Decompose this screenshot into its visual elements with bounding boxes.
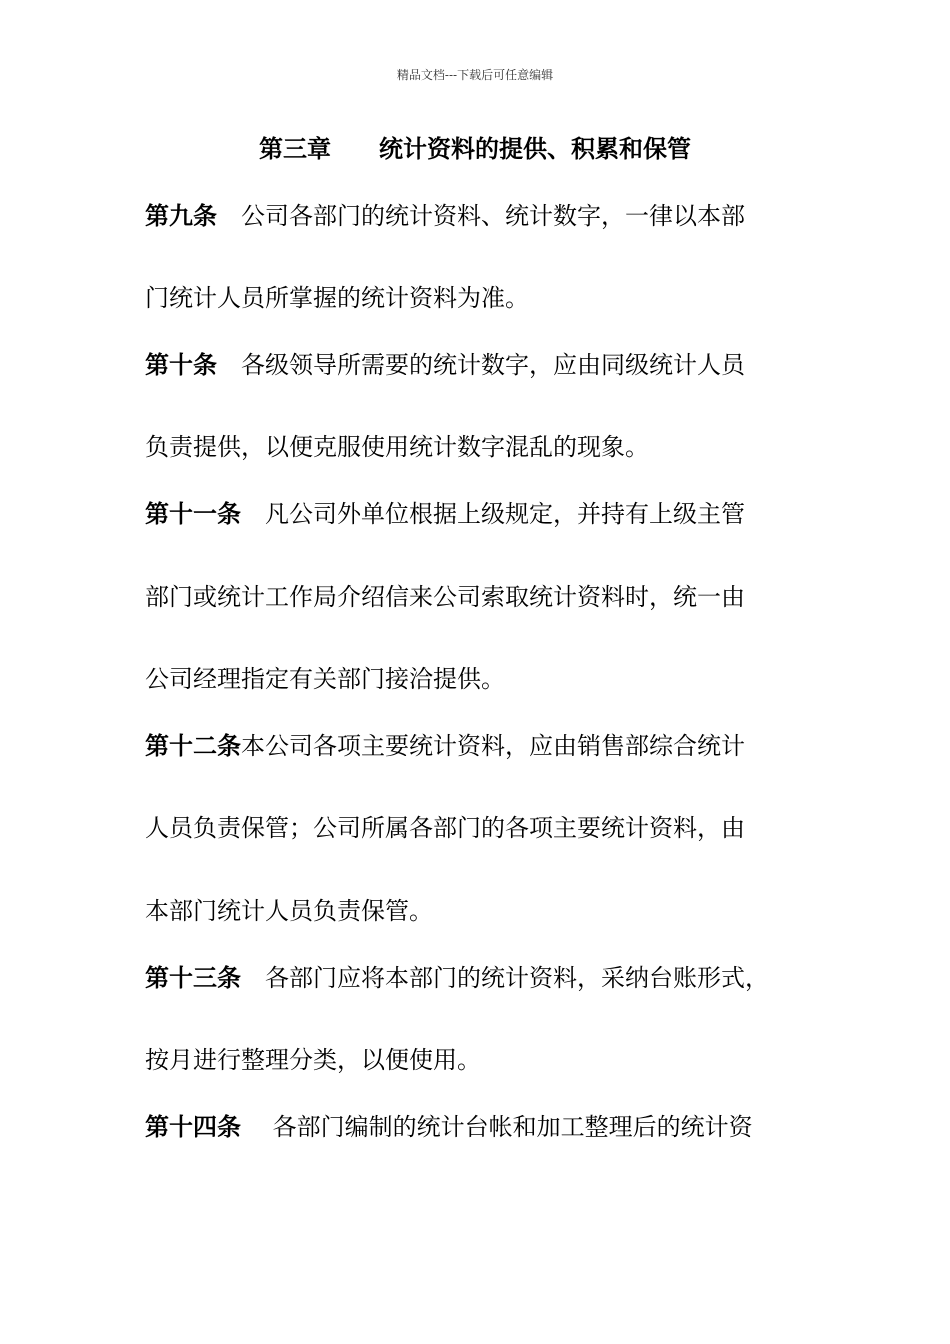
article-text: 门统计人员所掌握的统计资料为准。 <box>145 284 529 312</box>
article-13-line-1 <box>145 961 769 995</box>
article-10-line-2 <box>145 430 649 464</box>
article-label: 第九条 <box>145 202 217 230</box>
chapter-title: 第三章 统计资料的提供、积累和保管 <box>259 135 691 163</box>
article-text: 公司各部门的统计资料、统计数字，一律以本部 <box>217 202 745 230</box>
article-text: 各级领导所需要的统计数字，应由同级统计人员 <box>217 351 745 379</box>
article-text: 人员负责保管；公司所属各部门的各项主要统计资料，由 <box>145 814 745 842</box>
article-11-line-2 <box>145 580 745 614</box>
article-text: 部门或统计工作局介绍信来公司索取统计资料时，统一由 <box>145 583 745 611</box>
article-14-line-1 <box>145 1110 753 1144</box>
article-11-line-3 <box>145 662 505 696</box>
article-12-line-3 <box>145 894 433 928</box>
article-11-line-1 <box>145 497 745 531</box>
article-text: 各部门应将本部门的统计资料，采纳台账形式， <box>241 964 769 992</box>
article-9-line-1 <box>145 199 745 233</box>
article-13-line-2 <box>145 1043 481 1077</box>
article-label: 第十一条 <box>145 500 241 528</box>
article-text: 本公司各项主要统计资料，应由销售部综合统计 <box>241 732 745 760</box>
article-9-line-2 <box>145 281 529 315</box>
article-label: 第十二条 <box>145 732 241 760</box>
article-10-line-1 <box>145 348 745 382</box>
page-header: 精品文档---下载后可任意编辑 <box>396 68 554 82</box>
article-text: 本部门统计人员负责保管。 <box>145 897 433 925</box>
article-text: 按月进行整理分类，以便使用。 <box>145 1046 481 1074</box>
article-text: 公司经理指定有关部门接洽提供。 <box>145 665 505 693</box>
article-label: 第十四条 <box>145 1113 241 1141</box>
article-text: 负责提供，以便克服使用统计数字混乱的现象。 <box>145 433 649 461</box>
article-label: 第十条 <box>145 351 217 379</box>
article-text: 各部门编制的统计台帐和加工整理后的统计资 <box>241 1113 753 1141</box>
article-text: 凡公司外单位根据上级规定，并持有上级主管 <box>241 500 745 528</box>
article-12-line-1 <box>145 729 745 763</box>
article-12-line-2 <box>145 811 745 845</box>
article-label: 第十三条 <box>145 964 241 992</box>
